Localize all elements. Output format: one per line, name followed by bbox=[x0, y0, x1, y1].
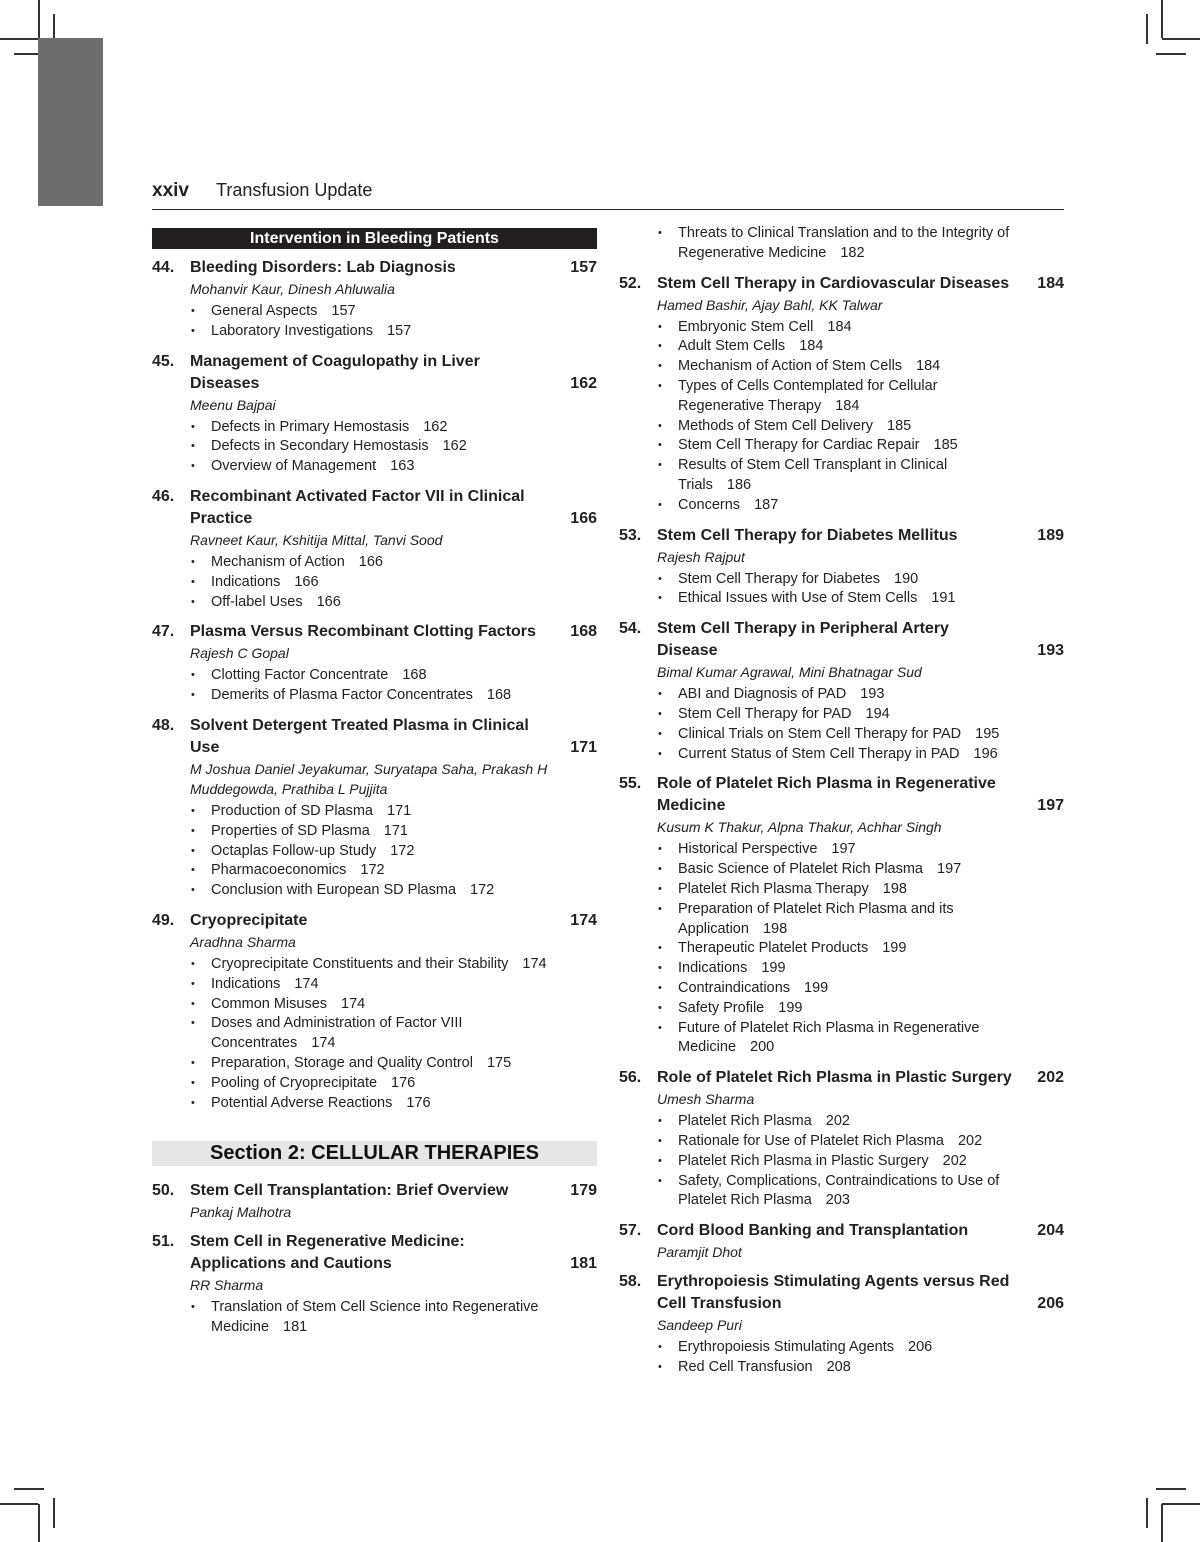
topic-item bbox=[211, 437, 557, 457]
topic-item bbox=[211, 842, 557, 862]
crop-mark bbox=[0, 38, 38, 40]
topic-page: 202 bbox=[825, 1113, 850, 1130]
topic-text: Potential Adverse Reactions bbox=[211, 1094, 393, 1111]
chapter-number: 45. bbox=[152, 352, 175, 370]
entry-title bbox=[152, 1231, 597, 1275]
topic-page: 195 bbox=[975, 725, 1000, 742]
topic-text: Methods of Stem Cell Delivery bbox=[678, 417, 874, 434]
crop-mark bbox=[1162, 38, 1200, 40]
topic-item bbox=[211, 1298, 557, 1338]
toc-entry bbox=[619, 1271, 1064, 1378]
topic-page: 182 bbox=[840, 244, 865, 261]
entry-title bbox=[619, 1220, 1064, 1242]
topic-page: 174 bbox=[341, 995, 366, 1012]
topic-text: Translation of Stem Cell Science into Regenerative Medicine bbox=[211, 1299, 539, 1336]
topic-list bbox=[619, 570, 1064, 610]
topic-text: Platelet Rich Plasma Therapy bbox=[678, 880, 869, 897]
topic-item bbox=[678, 1019, 1024, 1059]
topic-text: Contraindications bbox=[678, 979, 791, 996]
topic-text: Indications bbox=[211, 975, 281, 992]
entry-title bbox=[152, 257, 597, 279]
chapter-page: 189 bbox=[1037, 526, 1064, 544]
topic-list bbox=[152, 955, 597, 1113]
topic-item bbox=[678, 1338, 1024, 1358]
toc-entry bbox=[619, 1067, 1064, 1211]
topic-page: 184 bbox=[835, 397, 860, 414]
topic-list bbox=[152, 418, 597, 477]
topic-item bbox=[211, 457, 557, 477]
topic-page: 166 bbox=[358, 553, 383, 570]
chapter-title: Stem Cell Therapy in Peripheral Artery Disease bbox=[657, 620, 949, 660]
topic-item bbox=[678, 436, 1024, 456]
chapter-page: 202 bbox=[1037, 1069, 1064, 1087]
continued-topic-list bbox=[619, 224, 1064, 264]
topic-page: 199 bbox=[804, 979, 829, 996]
topic-page: 184 bbox=[827, 318, 852, 335]
chapter-authors: Rajesh C Gopal bbox=[190, 645, 289, 662]
topic-text: ABI and Diagnosis of PAD bbox=[678, 686, 847, 703]
topic-page: 190 bbox=[894, 570, 919, 587]
entry-title bbox=[152, 1180, 597, 1202]
topic-item bbox=[678, 417, 1024, 437]
topic-item bbox=[211, 573, 557, 593]
crop-mark bbox=[14, 1488, 44, 1490]
entry-title bbox=[619, 618, 1064, 662]
topic-list bbox=[152, 553, 597, 612]
section-heading: Section 2: CELLULAR THERAPIES bbox=[152, 1141, 597, 1166]
topic-item bbox=[211, 1094, 557, 1114]
subsection-band: Intervention in Bleeding Patients bbox=[152, 228, 597, 249]
chapter-number: 56. bbox=[619, 1069, 642, 1087]
topic-page: 157 bbox=[387, 322, 412, 339]
topic-text: Future of Platelet Rich Plasma in Regenerative Medicine bbox=[678, 1019, 980, 1056]
entries-group-a bbox=[152, 257, 597, 1113]
topic-item bbox=[678, 224, 1024, 264]
topic-text: Stem Cell Therapy for Diabetes bbox=[678, 570, 881, 587]
topic-item bbox=[678, 570, 1024, 590]
chapter-number: 47. bbox=[152, 623, 175, 641]
topic-item bbox=[211, 1014, 557, 1054]
chapter-authors: Kusum K Thakur, Alpna Thakur, Achhar Singh bbox=[657, 819, 942, 836]
chapter-title: Erythropoiesis Stimulating Agents versus Red Cell Transfusion bbox=[657, 1273, 1010, 1313]
topic-page: 176 bbox=[406, 1094, 431, 1111]
chapter-title: Stem Cell in Regenerative Medicine: Applications and Cautions bbox=[190, 1233, 465, 1273]
topic-text: Demerits of Plasma Factor Concentrates bbox=[211, 687, 473, 704]
chapter-number: 51. bbox=[152, 1233, 175, 1251]
topic-page: 162 bbox=[442, 438, 467, 455]
topic-page: 168 bbox=[402, 667, 427, 684]
topic-item bbox=[211, 302, 557, 322]
chapter-page: 179 bbox=[570, 1182, 597, 1200]
chapter-authors: RR Sharma bbox=[190, 1277, 264, 1294]
entry-title bbox=[152, 715, 597, 759]
topic-page: 193 bbox=[860, 686, 885, 703]
topic-page: 197 bbox=[937, 861, 962, 878]
chapter-title: Stem Cell Therapy in Cardiovascular Diseases bbox=[657, 274, 1010, 292]
crop-mark bbox=[1161, 1504, 1163, 1542]
topic-item bbox=[211, 881, 557, 901]
chapter-title: Cord Blood Banking and Transplantation bbox=[657, 1222, 969, 1240]
topic-page: 184 bbox=[799, 338, 824, 355]
topic-page: 199 bbox=[778, 999, 803, 1016]
chapter-title: Solvent Detergent Treated Plasma in Clinical Use bbox=[190, 716, 529, 756]
topic-item bbox=[678, 880, 1024, 900]
crop-mark bbox=[1146, 14, 1148, 44]
topic-text: Defects in Primary Hemostasis bbox=[211, 418, 410, 435]
topic-text: Laboratory Investigations bbox=[211, 322, 374, 339]
chapter-authors: M Joshua Daniel Jeyakumar, Suryatapa Saha, Prakash H Muddegowda, Prathiba L Pujjita bbox=[190, 760, 548, 797]
topic-list bbox=[619, 685, 1064, 764]
chapter-number: 52. bbox=[619, 274, 642, 292]
topic-text: Platelet Rich Plasma in Plastic Surgery bbox=[678, 1152, 929, 1169]
topic-text: Platelet Rich Plasma bbox=[678, 1113, 812, 1130]
chapter-number: 48. bbox=[152, 716, 175, 734]
topic-text: Types of Cells Contemplated for Cellular Regenerative Therapy bbox=[678, 377, 938, 414]
crop-mark bbox=[1156, 1488, 1186, 1490]
toc-entry bbox=[619, 273, 1064, 516]
topic-page: 197 bbox=[831, 841, 856, 858]
topic-item bbox=[678, 496, 1024, 516]
topic-page: 163 bbox=[390, 458, 415, 475]
topic-page: 203 bbox=[825, 1192, 850, 1209]
topic-text: Mechanism of Action of Stem Cells bbox=[678, 358, 903, 375]
topic-page: 202 bbox=[942, 1152, 967, 1169]
topic-page: 191 bbox=[931, 590, 956, 607]
topic-page: 186 bbox=[726, 476, 752, 493]
topic-page: 174 bbox=[294, 975, 319, 992]
topic-list bbox=[152, 302, 597, 342]
chapter-page: 204 bbox=[1037, 1222, 1064, 1240]
topic-item bbox=[211, 666, 557, 686]
entries-group-right bbox=[619, 273, 1064, 1378]
left-column bbox=[152, 228, 597, 1347]
topic-list bbox=[152, 1298, 597, 1338]
topic-item bbox=[211, 322, 557, 342]
chapter-title: Management of Coagulopathy in Liver Diseases bbox=[190, 352, 480, 392]
topic-item bbox=[211, 822, 557, 842]
chapter-authors: Pankaj Malhotra bbox=[190, 1204, 292, 1221]
topic-page: 199 bbox=[761, 960, 786, 977]
topic-list bbox=[152, 666, 597, 706]
topic-page: 196 bbox=[973, 745, 998, 762]
topic-page: 172 bbox=[470, 882, 495, 899]
toc-entry bbox=[152, 486, 597, 612]
topic-text: Preparation of Platelet Rich Plasma and its Application bbox=[678, 900, 954, 937]
chapter-authors: Mohanvir Kaur, Dinesh Ahluwalia bbox=[190, 281, 395, 297]
topic-text: Production of SD Plasma bbox=[211, 802, 373, 819]
topic-page: 174 bbox=[522, 955, 547, 972]
chapter-number: 44. bbox=[152, 259, 175, 276]
chapter-authors: Ravneet Kaur, Kshitija Mittal, Tanvi Sood bbox=[190, 531, 443, 548]
chapter-number: 55. bbox=[619, 775, 642, 793]
topic-text: Safety Profile bbox=[678, 999, 765, 1016]
topic-page: 200 bbox=[750, 1039, 775, 1056]
chapter-title: Bleeding Disorders: Lab Diagnosis bbox=[190, 259, 456, 276]
topic-page: 198 bbox=[882, 880, 907, 897]
topic-text: Doses and Administration of Factor VIII Concentrates bbox=[211, 1015, 463, 1052]
entry-title bbox=[152, 621, 597, 643]
chapter-title: Stem Cell Transplantation: Brief Overview bbox=[190, 1182, 509, 1200]
topic-page: 184 bbox=[916, 358, 941, 375]
topic-item bbox=[678, 589, 1024, 609]
entry-title bbox=[152, 910, 597, 932]
topic-text: General Aspects bbox=[211, 303, 318, 319]
topic-text: Embryonic Stem Cell bbox=[678, 318, 814, 335]
topic-text: Overview of Management bbox=[211, 458, 377, 475]
topic-page: 185 bbox=[933, 437, 958, 454]
topic-page: 181 bbox=[283, 1319, 308, 1336]
topic-item bbox=[678, 999, 1024, 1019]
toc-entry bbox=[152, 1231, 597, 1338]
topic-item bbox=[678, 959, 1024, 979]
crop-mark bbox=[0, 1503, 38, 1505]
topic-item bbox=[678, 840, 1024, 860]
topic-text: Results of Stem Cell Transplant in Clinical Trials bbox=[678, 457, 948, 493]
crop-mark bbox=[1156, 53, 1186, 55]
topic-page: 175 bbox=[486, 1054, 512, 1071]
topic-item bbox=[678, 1112, 1024, 1132]
topic-page: 208 bbox=[826, 1358, 851, 1375]
chapter-authors: Umesh Sharma bbox=[657, 1091, 755, 1108]
chapter-number: 46. bbox=[152, 487, 175, 505]
thumb-tab bbox=[38, 38, 103, 206]
crop-mark bbox=[38, 1504, 40, 1542]
topic-text: Octaplas Follow-up Study bbox=[211, 842, 377, 859]
entries-group-b bbox=[152, 1180, 597, 1338]
chapter-number: 57. bbox=[619, 1222, 642, 1240]
crop-mark bbox=[38, 0, 40, 38]
topic-item bbox=[678, 357, 1024, 377]
topic-text: Conclusion with European SD Plasma bbox=[211, 882, 457, 899]
topic-item bbox=[678, 377, 1024, 417]
topic-text: Clotting Factor Concentrate bbox=[211, 667, 389, 684]
topic-text: Current Status of Stem Cell Therapy in PAD bbox=[678, 745, 960, 762]
topic-text: Concerns bbox=[678, 496, 741, 513]
topic-item bbox=[678, 725, 1024, 745]
chapter-page: 184 bbox=[1037, 274, 1064, 292]
topic-list bbox=[619, 318, 1064, 516]
topic-page: 174 bbox=[311, 1035, 336, 1052]
toc-entry bbox=[152, 910, 597, 1113]
toc-entry bbox=[619, 1220, 1064, 1262]
topic-text: Indications bbox=[211, 573, 281, 590]
topic-item bbox=[678, 1358, 1024, 1378]
chapter-title: Cryoprecipitate bbox=[190, 911, 308, 929]
chapter-page: 197 bbox=[1037, 797, 1064, 815]
topic-text: Rationale for Use of Platelet Rich Plasma bbox=[678, 1132, 944, 1149]
toc-entry bbox=[619, 618, 1064, 764]
topic-page: 162 bbox=[423, 418, 448, 435]
topic-item bbox=[678, 456, 1024, 496]
entry-title bbox=[152, 486, 597, 530]
topic-text: Off-label Uses bbox=[211, 593, 303, 610]
topic-list bbox=[619, 1112, 1064, 1211]
toc-entry bbox=[152, 1180, 597, 1222]
topic-page: 172 bbox=[360, 862, 385, 879]
running-title: Transfusion Update bbox=[216, 180, 373, 200]
topic-text: Ethical Issues with Use of Stem Cells bbox=[678, 590, 918, 607]
topic-text: Therapeutic Platelet Products bbox=[678, 940, 869, 957]
topic-text: Common Misuses bbox=[211, 995, 328, 1012]
topic-page: 166 bbox=[294, 573, 319, 590]
topic-text: Clinical Trials on Stem Cell Therapy for PAD bbox=[678, 725, 962, 742]
topic-page: 206 bbox=[908, 1339, 933, 1356]
topic-item bbox=[678, 900, 1024, 940]
topic-page: 166 bbox=[316, 593, 341, 610]
topic-page: 157 bbox=[331, 303, 356, 319]
topic-text: Stem Cell Therapy for Cardiac Repair bbox=[678, 437, 920, 454]
topic-page: 176 bbox=[391, 1074, 416, 1091]
chapter-authors: Paramjit Dhot bbox=[657, 1244, 742, 1261]
chapter-page: 166 bbox=[570, 509, 597, 527]
chapter-page: 206 bbox=[1037, 1295, 1064, 1313]
topic-text: Cryoprecipitate Constituents and their Stability bbox=[211, 955, 509, 972]
topic-item bbox=[678, 939, 1024, 959]
topic-item bbox=[678, 979, 1024, 999]
topic-item bbox=[678, 1132, 1024, 1152]
topic-item bbox=[211, 955, 557, 975]
chapter-page: 193 bbox=[1037, 642, 1064, 660]
topic-text: Properties of SD Plasma bbox=[211, 822, 370, 839]
topic-text: Safety, Complications, Contraindications to Use of Platelet Rich Plasma bbox=[678, 1172, 1000, 1209]
entry-title bbox=[619, 773, 1064, 817]
chapter-title: Role of Platelet Rich Plasma in Plastic Surgery bbox=[657, 1069, 1012, 1087]
entry-title bbox=[619, 1271, 1064, 1315]
crop-mark bbox=[53, 1498, 55, 1528]
toc-entry bbox=[152, 621, 597, 706]
chapter-number: 58. bbox=[619, 1273, 642, 1291]
topic-text: Indications bbox=[678, 960, 748, 977]
chapter-page: 157 bbox=[570, 259, 597, 276]
chapter-authors: Meenu Bajpai bbox=[190, 396, 276, 413]
topic-item bbox=[678, 860, 1024, 880]
topic-item bbox=[211, 975, 557, 995]
topic-page: 171 bbox=[383, 822, 408, 839]
topic-page: 202 bbox=[957, 1132, 983, 1149]
topic-item bbox=[678, 685, 1024, 705]
topic-page: 187 bbox=[754, 496, 779, 513]
entry-title bbox=[619, 1067, 1064, 1089]
topic-page: 198 bbox=[762, 920, 788, 937]
page-header bbox=[152, 178, 1064, 210]
chapter-page: 171 bbox=[570, 738, 597, 756]
topic-page: 168 bbox=[486, 687, 512, 704]
topic-item bbox=[211, 802, 557, 822]
chapter-page: 168 bbox=[570, 623, 597, 641]
topic-item bbox=[678, 318, 1024, 338]
topic-list bbox=[619, 1338, 1064, 1378]
topic-text: Threats to Clinical Translation and to the Integrity of Regenerative Medicine bbox=[678, 225, 1010, 261]
page-folio: xxiv bbox=[152, 180, 189, 201]
topic-item bbox=[211, 553, 557, 573]
topic-text: Pooling of Cryoprecipitate bbox=[211, 1074, 378, 1091]
chapter-number: 53. bbox=[619, 526, 642, 544]
chapter-authors: Hamed Bashir, Ajay Bahl, KK Talwar bbox=[657, 296, 883, 313]
chapter-title: Stem Cell Therapy for Diabetes Mellitus bbox=[657, 526, 958, 544]
topic-page: 172 bbox=[390, 842, 415, 859]
topic-text: Red Cell Transfusion bbox=[678, 1358, 813, 1375]
topic-text: Basic Science of Platelet Rich Plasma bbox=[678, 861, 923, 878]
topic-text: Defects in Secondary Hemostasis bbox=[211, 438, 429, 455]
topic-page: 199 bbox=[882, 940, 907, 957]
topic-item bbox=[678, 337, 1024, 357]
chapter-page: 174 bbox=[570, 911, 597, 929]
topic-item bbox=[211, 686, 557, 706]
topic-text: Historical Perspective bbox=[678, 841, 818, 858]
chapter-number: 50. bbox=[152, 1182, 175, 1200]
chapter-page: 162 bbox=[570, 374, 597, 392]
crop-mark bbox=[1146, 1498, 1148, 1528]
topic-page: 194 bbox=[865, 705, 890, 722]
right-column bbox=[619, 224, 1064, 1387]
chapter-number: 49. bbox=[152, 911, 175, 929]
chapter-authors: Aradhna Sharma bbox=[190, 933, 296, 950]
entry-title bbox=[152, 351, 597, 395]
chapter-title: Role of Platelet Rich Plasma in Regenerative Medicine bbox=[657, 775, 996, 815]
toc-entry bbox=[152, 715, 597, 901]
topic-item bbox=[211, 861, 557, 881]
chapter-number: 54. bbox=[619, 620, 642, 638]
topic-page: 171 bbox=[387, 802, 412, 819]
topic-text: Erythropoiesis Stimulating Agents bbox=[678, 1339, 894, 1356]
topic-item bbox=[211, 995, 557, 1015]
chapter-authors: Bimal Kumar Agrawal, Mini Bhatnagar Sud bbox=[657, 664, 922, 681]
topic-list bbox=[152, 802, 597, 901]
topic-page: 185 bbox=[887, 417, 912, 434]
topic-item bbox=[678, 1152, 1024, 1172]
topic-item bbox=[211, 1054, 557, 1074]
topic-item bbox=[211, 1074, 557, 1094]
entry-title bbox=[619, 525, 1064, 547]
toc-entry bbox=[152, 351, 597, 477]
crop-mark bbox=[1162, 1503, 1200, 1505]
topic-item bbox=[678, 705, 1024, 725]
entry-title bbox=[619, 273, 1064, 295]
chapter-title: Recombinant Activated Factor VII in Clinical Practice bbox=[190, 487, 525, 527]
chapter-authors: Rajesh Rajput bbox=[657, 548, 745, 565]
topic-text: Pharmacoeconomics bbox=[211, 862, 347, 879]
topic-list bbox=[619, 840, 1064, 1058]
chapter-authors: Sandeep Puri bbox=[657, 1317, 742, 1334]
topic-item bbox=[678, 1172, 1024, 1212]
chapter-page: 181 bbox=[570, 1255, 597, 1273]
topic-text: Preparation, Storage and Quality Control bbox=[211, 1054, 473, 1071]
toc-entry bbox=[152, 257, 597, 342]
topic-item bbox=[678, 745, 1024, 765]
toc-entry bbox=[619, 525, 1064, 610]
topic-text: Adult Stem Cells bbox=[678, 338, 786, 355]
topic-item bbox=[211, 593, 557, 613]
topic-item bbox=[211, 418, 557, 438]
topic-text: Mechanism of Action bbox=[211, 553, 345, 570]
toc-entry bbox=[619, 773, 1064, 1058]
crop-mark bbox=[1161, 0, 1163, 38]
chapter-title: Plasma Versus Recombinant Clotting Factors bbox=[190, 623, 536, 641]
topic-text: Stem Cell Therapy for PAD bbox=[678, 705, 852, 722]
